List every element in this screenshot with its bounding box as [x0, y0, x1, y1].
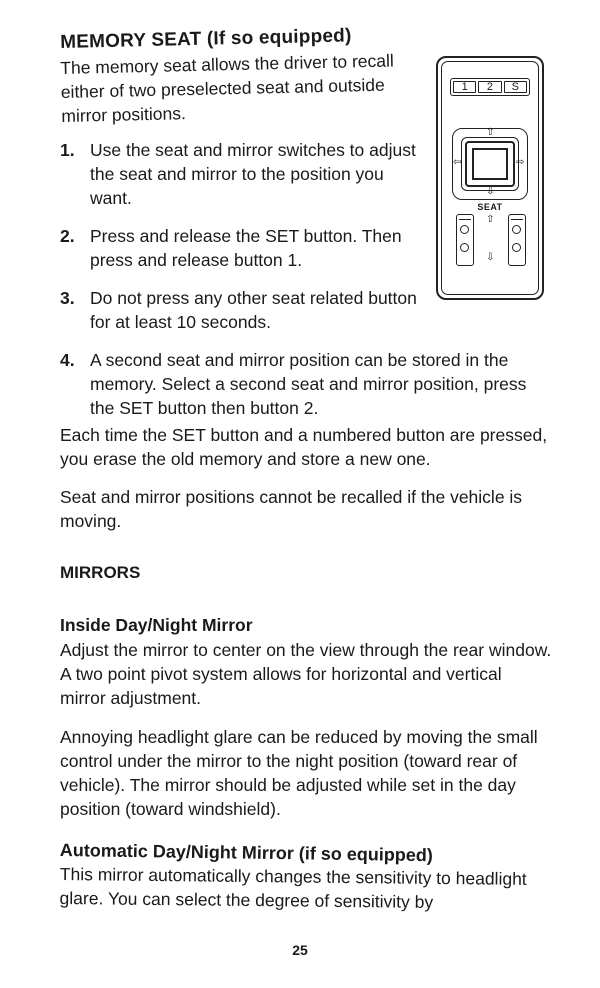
inside-mirror-paragraph-1: Adjust the mirror to center on the view through the rear window. A two point pivot system allows for horizontal and vertical mirror adjustment.	[60, 640, 552, 708]
inside-mirror-heading: Inside Day/Night Mirror	[60, 615, 253, 635]
step-text: A second seat and mirror position can be stored in the memory. Select a second seat and mirror position, press the SET button then button 2.	[90, 350, 527, 418]
step-text: Do not press any other seat related button for at least 10 seconds.	[90, 288, 417, 332]
set-button: S	[504, 81, 527, 93]
seat-pad-center	[465, 141, 515, 187]
auto-mirror-paragraph: This mirror automatically changes the sensitivity to headlight glare. You can select the degree of sensitivity by	[59, 863, 527, 912]
inside-mirror-paragraph-2: Annoying headlight glare can be reduced by moving the small control under the mirror to the night position (toward rear of vehicle). The mirror should be adjusted while set in the day position (toward windshield).	[60, 727, 538, 819]
memory-button-1: 1	[453, 81, 476, 93]
step-number: 3.	[60, 288, 75, 308]
arrow-down-icon: ⇩	[486, 186, 495, 197]
switch-bar	[511, 219, 523, 223]
step-item	[60, 286, 422, 334]
switch-bar	[459, 219, 471, 223]
memory-seat-heading: MEMORY SEAT (If so equipped)	[60, 25, 352, 53]
step-number: 1.	[60, 140, 75, 160]
switch-dot	[512, 243, 521, 252]
step-item	[60, 224, 422, 272]
moving-paragraph: Seat and mirror positions cannot be recalled if the vehicle is moving.	[60, 487, 523, 531]
step-text: Use the seat and mirror switches to adjust the seat and mirror to the position you want.	[90, 140, 416, 208]
switch-dot	[460, 225, 469, 234]
auto-mirror-heading: Automatic Day/Night Mirror (if so equipped)	[59, 840, 433, 866]
memory-button-row	[450, 78, 530, 96]
page-number: 25	[292, 942, 308, 958]
step-text: Press and release the SET button. Then press and release button 1.	[90, 226, 402, 270]
step-number: 2.	[60, 226, 75, 246]
arrow-up-icon: ⇧	[486, 214, 495, 225]
step-item	[60, 348, 552, 420]
seat-control-pad	[452, 128, 528, 200]
arrow-right-icon: ⇨	[516, 157, 525, 168]
seat-side-switch-left	[456, 214, 474, 266]
arrow-up-icon: ⇧	[486, 127, 495, 138]
step-item	[60, 138, 422, 210]
seat-label: SEAT	[477, 202, 503, 212]
arrow-left-icon: ⇦	[453, 157, 462, 168]
step-number: 4.	[60, 350, 75, 370]
switch-dot	[460, 243, 469, 252]
memory-seat-intro: The memory seat allows the driver to recall either of two preselected seat and outside mirror positions.	[60, 50, 395, 126]
erase-paragraph: Each time the SET button and a numbered button are pressed, you erase the old memory and store a new one.	[60, 425, 548, 469]
seat-side-switch-right	[508, 214, 526, 266]
switch-dot	[512, 225, 521, 234]
arrow-down-icon: ⇩	[486, 252, 495, 263]
seat-pad-core	[472, 148, 508, 180]
memory-button-2: 2	[478, 81, 501, 93]
mirrors-heading: MIRRORS	[60, 563, 141, 582]
memory-seat-panel-figure	[436, 56, 544, 300]
